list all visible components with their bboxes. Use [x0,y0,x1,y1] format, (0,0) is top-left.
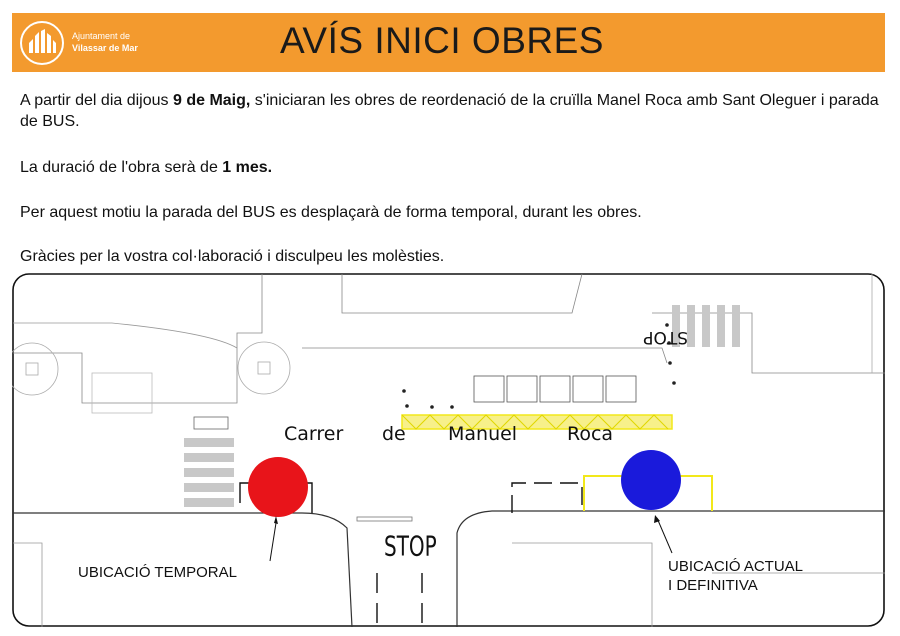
notice-paragraph-duration [20,157,272,178]
stop-line [357,517,412,521]
notice-paragraph-thanks: Gràcies per la vostra col·laboració i disculpeu les molèsties. [20,248,445,265]
organisation-name [72,30,138,54]
tree-pit [258,362,270,374]
duration-value: 1 mes. [222,159,273,176]
town-logo-icon [20,21,64,65]
site-map [12,273,885,627]
building-outline [512,543,652,627]
old-stop-outline [512,483,582,513]
actual-label-line-2: I DEFINITIVA [668,577,758,594]
start-date: 9 de Maig, [172,92,251,109]
temporary-location-marker [248,457,308,517]
building-outline [13,274,262,403]
notice-paragraph-start [20,90,890,132]
start-text-a: A partir del dia dijous [20,92,173,109]
stop-marking-bottom: STOP [384,529,437,563]
actual-label-line-1: UBICACIÓ ACTUAL [668,558,804,575]
org-line-2: Vilassar de Mar [72,43,138,53]
building-outline [342,274,582,313]
header-banner [12,13,885,72]
stop-marking-top: STOP [643,327,688,347]
building-outline [13,543,42,627]
works-barrier-dots [402,323,676,409]
temporary-location-label: UBICACIÓ TEMPORAL [78,564,237,581]
tree-icon [12,343,58,395]
actual-location-label [668,557,803,595]
drain-grate [194,417,228,429]
street-word-1: Carrer [284,423,344,445]
duration-text: La duració de l'obra serà de [20,159,223,176]
page-title: AVÍS INICI OBRES [280,20,604,61]
notice-paragraph-bus: Per aquest motiu la parada del BUS es desplaçarà de forma temporal, durant les obres. [20,204,642,221]
street-word-2: de [382,423,406,445]
sidewalk-edge [302,348,667,363]
org-line-1: Ajuntament de [72,31,131,41]
start-text-b: s'iniciaran les obres de reordenació de la cruïlla Manel Roca amb Sant Oleguer i parada de BUS. [20,92,879,130]
actual-pointer [657,518,672,553]
temporary-pointer-head [274,516,278,524]
actual-location-marker [621,450,681,510]
parking-bays [474,376,636,402]
tree-icon [238,342,290,394]
street-word-3: Manuel [448,423,518,445]
temporary-pointer [270,523,276,561]
street-word-4: Roca [567,423,614,445]
building-outline [13,323,237,348]
crosswalk-left [184,438,234,507]
lane-marks [377,573,422,623]
building-outline [92,373,152,413]
tree-pit [26,363,38,375]
